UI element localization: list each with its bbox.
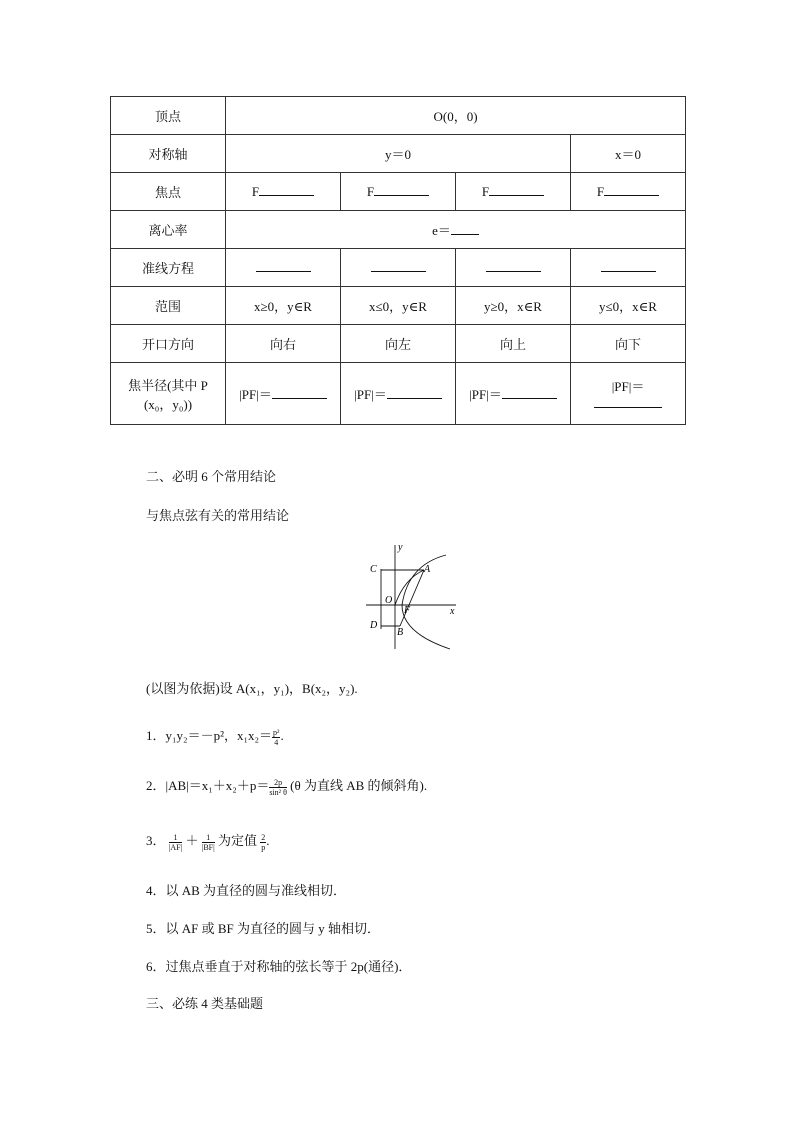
directrix-cell	[341, 249, 456, 287]
focus-cell: F	[226, 173, 341, 211]
opening-cell: 向下	[571, 325, 686, 363]
directrix-cell	[571, 249, 686, 287]
conclusion-4: 4．以 AB 为直径的圆与准线相切．	[146, 883, 347, 898]
label-c: C	[370, 564, 377, 575]
fill-blank	[489, 183, 544, 196]
fill-blank	[594, 395, 662, 408]
focus-cell: F	[341, 173, 456, 211]
fill-blank	[604, 183, 659, 196]
range-cell: x≥0，y∈R	[226, 287, 341, 325]
fraction: $\frac{2}{p}$	[261, 832, 266, 852]
conclusion-1: 1．y₁y₂＝－p²，x₁x₂＝ $\frac{\text{p²}}{4}$ .	[146, 727, 284, 747]
fill-blank	[374, 183, 429, 196]
conclusion-5: 5．以 AF 或 BF 为直径的圆与 y 轴相切．	[146, 921, 381, 936]
focal-radius-cell: |PF|＝	[226, 363, 341, 425]
label-f: F	[404, 605, 411, 616]
focal-radius-label: 焦半径(其中 P (x₀，y₀))	[111, 363, 226, 425]
range-cell: y≥0，x∈R	[456, 287, 571, 325]
fill-blank	[272, 386, 327, 399]
opening-cell: 向左	[341, 325, 456, 363]
focal-radius-cell: |PF|＝	[456, 363, 571, 425]
fill-blank	[259, 183, 314, 196]
range-label: 范围	[111, 287, 226, 325]
range-cell: x≤0，y∈R	[341, 287, 456, 325]
fill-blank	[371, 259, 426, 272]
fill-blank	[256, 259, 311, 272]
focus-cell: F	[456, 173, 571, 211]
label-y: y	[398, 542, 403, 553]
section-2-heading: 二、必明 6 个常用结论	[146, 469, 277, 484]
fraction: $\frac{1}{|BF|}$	[201, 832, 215, 852]
setup-text: (以图为依据)设 A(x₁，y₁)，B(x₂，y₂).	[146, 681, 358, 696]
opening-cell: 向上	[456, 325, 571, 363]
vertex-value: O(0，0)	[226, 97, 686, 135]
focal-radius-cell: |PF|＝	[341, 363, 456, 425]
fraction: $\frac{\text{p²}}{4}$	[273, 727, 280, 747]
fill-blank	[387, 386, 442, 399]
axis-value-x: y＝0	[226, 135, 571, 173]
section-3-heading: 三、必练 4 类基础题	[146, 996, 264, 1011]
opening-cell: 向右	[226, 325, 341, 363]
conclusion-3: 3． $\frac{1}{|AF|}$ ＋ $\frac{1}{|BF|}$ 为定值 $\frac{2}{p}$ .	[146, 832, 270, 852]
fill-blank	[601, 259, 656, 272]
focus-label: 焦点	[111, 173, 226, 211]
fill-blank	[486, 259, 541, 272]
focal-chord-figure	[364, 541, 460, 653]
range-cell: y≤0，x∈R	[571, 287, 686, 325]
vertex-label: 顶点	[111, 97, 226, 135]
focus-cell: F	[571, 173, 686, 211]
directrix-cell	[456, 249, 571, 287]
parabola-properties-table	[110, 96, 686, 425]
fraction: $\frac{2p}{\text{sin² θ}}$	[269, 777, 287, 797]
label-b: B	[397, 627, 404, 638]
fill-blank	[451, 222, 479, 235]
eccentricity-label: 离心率	[111, 211, 226, 249]
focal-radius-cell: |PF|＝	[571, 363, 686, 425]
aux-arc	[395, 570, 424, 605]
eccentricity-cell: e＝	[226, 211, 686, 249]
directrix-label: 准线方程	[111, 249, 226, 287]
fill-blank	[502, 386, 557, 399]
conclusion-6: 6．过焦点垂直于对称轴的弦长等于 2p(通径)．	[146, 959, 412, 974]
conclusion-2: 2．|AB|＝x₁＋x₂＋p＝ $\frac{2p}{\text{sin² θ}}$ (θ 为直线 AB 的倾斜角).	[146, 777, 428, 797]
label-o: O	[385, 595, 393, 606]
axis-label: 对称轴	[111, 135, 226, 173]
axis-value-y: x＝0	[571, 135, 686, 173]
opening-label: 开口方向	[111, 325, 226, 363]
label-d: D	[370, 620, 378, 631]
label-x: x	[450, 606, 455, 617]
directrix-cell	[226, 249, 341, 287]
fraction: $\frac{1}{|AF|}$	[168, 832, 183, 852]
label-a: A	[424, 564, 431, 575]
subheading: 与焦点弦有关的常用结论	[146, 508, 290, 523]
